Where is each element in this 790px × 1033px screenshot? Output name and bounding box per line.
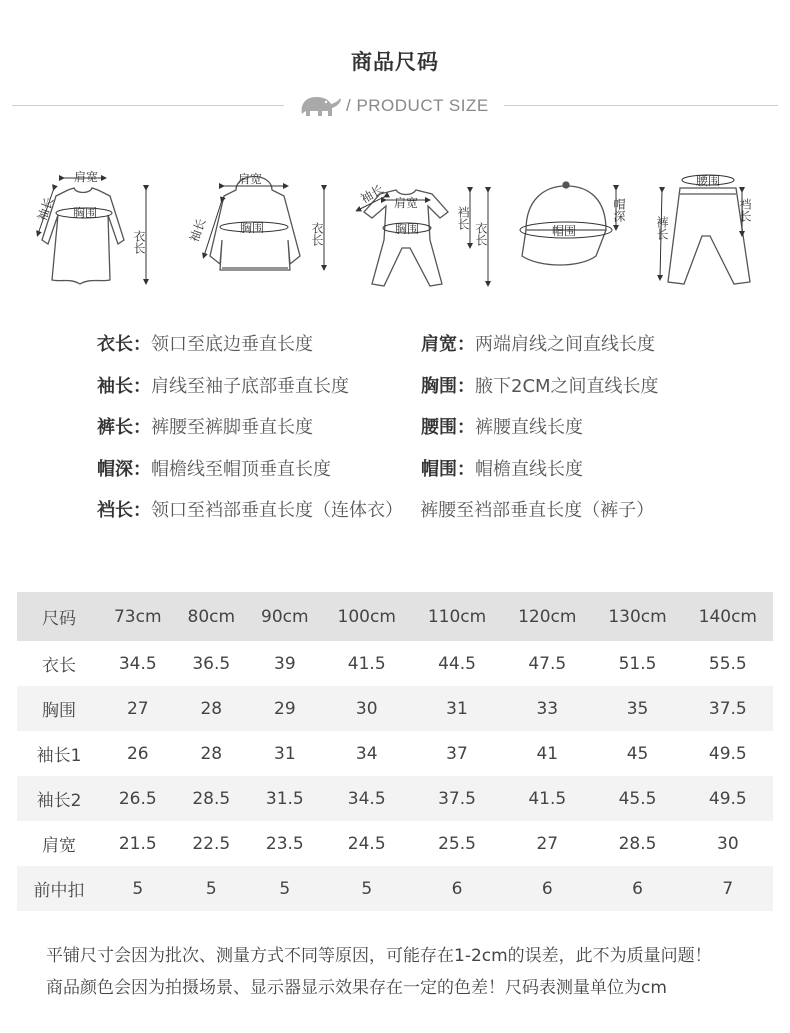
definition-term: 裆长： <box>97 500 151 521</box>
table-cell: 49.5 <box>708 743 747 764</box>
table-cell: 49.5 <box>708 788 747 809</box>
romper-chest-label: 胸围 <box>395 222 420 236</box>
row-label: 前中扣 <box>33 881 85 901</box>
table-cell: 28 <box>200 743 223 764</box>
table-cell: 5 <box>279 878 291 899</box>
table-cell: 5 <box>205 878 217 899</box>
table-cell: 31.5 <box>265 788 304 809</box>
pants-crotch-label: 裆长 <box>738 198 752 222</box>
page-title: 商品尺码 <box>351 50 439 74</box>
romper-shoulder-label: 肩宽 <box>394 196 419 210</box>
note-line: 平铺尺寸会因为批次、测量方式不同等原因，可能存在1-2cm的误差，此不为质量问题！ <box>46 946 712 966</box>
definition-desc: 两端肩线之间直线长度 <box>475 334 655 355</box>
definition-term: 帽深： <box>97 458 151 480</box>
dress-chest-label: 胸围 <box>73 206 98 220</box>
definition-term: 裤长： <box>97 417 151 438</box>
row-label: 袖长2 <box>36 791 82 811</box>
table-cell: 26 <box>126 743 149 764</box>
definition-row <box>97 413 777 455</box>
table-cell: 34 <box>355 743 378 764</box>
definition-row <box>97 372 777 414</box>
dress-length-label: 衣长 <box>132 230 146 254</box>
table-cell: 26.5 <box>118 788 157 809</box>
measurement-definitions <box>97 330 777 538</box>
definition-desc: 领口至裆部垂直长度（连体衣） 裤腰至裆部垂直长度（裤子） <box>151 500 655 521</box>
table-cell: 47.5 <box>528 653 567 674</box>
definition-desc: 裤腰直线长度 <box>475 417 583 438</box>
table-cell: 37 <box>446 743 468 764</box>
definition-right <box>421 330 655 356</box>
divider-left <box>12 105 284 106</box>
elephant-logo-icon <box>296 94 342 120</box>
table-row <box>17 821 773 866</box>
definition-row <box>97 496 777 538</box>
pants-waist-label: 腰围 <box>696 174 721 188</box>
table-row <box>17 641 773 686</box>
table-row <box>17 776 773 821</box>
table-cell: 37.5 <box>708 698 747 719</box>
table-cell: 7 <box>722 878 734 899</box>
definition-desc: 肩线至袖子底部垂直长度 <box>151 375 349 397</box>
table-cell: 33 <box>536 698 559 719</box>
table-cell: 31 <box>446 698 468 719</box>
definition-left <box>97 413 313 439</box>
table-cell: 41 <box>536 743 559 764</box>
table-cell: 39 <box>274 653 296 674</box>
table-cell: 24.5 <box>347 833 386 854</box>
table-cell: 28 <box>200 698 223 719</box>
hoodie-shoulder-label: 肩宽 <box>238 172 263 186</box>
table-cell: 29 <box>274 698 296 719</box>
table-cell: 34.5 <box>347 788 386 809</box>
size-column-header: 80cm <box>187 606 236 627</box>
definition-left <box>97 330 313 356</box>
table-cell: 23.5 <box>265 833 304 854</box>
dress-shoulder-label: 肩宽 <box>74 170 99 184</box>
romper-crotch-label: 裆长 <box>456 206 470 230</box>
table-cell: 25.5 <box>438 833 476 854</box>
table-row <box>17 686 773 731</box>
definition-term: 胸围： <box>421 375 475 397</box>
size-column-header: 110cm <box>427 606 487 627</box>
size-header-row <box>17 592 773 641</box>
table-cell: 31 <box>274 743 296 764</box>
row-label: 胸围 <box>42 701 76 721</box>
hoodie-length-label: 衣长 <box>310 222 324 246</box>
definition-desc: 帽檐直线长度 <box>475 458 583 480</box>
dress-sleeve-label: 袖长 <box>34 195 57 223</box>
table-cell: 5 <box>361 878 373 899</box>
hoodie-chest-label: 胸围 <box>240 221 265 235</box>
table-cell: 55.5 <box>708 653 747 674</box>
table-cell: 30 <box>717 833 739 854</box>
hoodie-sleeve-label: 袖长 <box>187 216 209 245</box>
definition-term: 肩宽： <box>421 334 475 355</box>
size-column-header: 120cm <box>518 606 577 627</box>
table-row <box>17 731 773 776</box>
table-cell: 28.5 <box>618 833 657 854</box>
table-cell: 36.5 <box>192 653 231 674</box>
table-cell: 41.5 <box>347 653 386 674</box>
definition-left <box>97 372 349 398</box>
table-cell: 45.5 <box>618 788 657 809</box>
table-cell: 27 <box>126 698 149 719</box>
definition-crotch <box>97 496 654 522</box>
row-label: 袖长1 <box>36 746 82 766</box>
definition-desc: 裤腰至裤脚垂直长度 <box>151 417 313 438</box>
table-row <box>17 866 773 911</box>
definition-row <box>97 455 777 497</box>
row-label: 肩宽 <box>42 836 76 856</box>
table-cell: 6 <box>632 878 643 899</box>
table-cell: 6 <box>451 878 463 899</box>
romper-length-label: 衣长 <box>474 222 488 246</box>
subtitle-row <box>0 92 790 120</box>
definition-term: 衣长： <box>97 334 151 355</box>
size-column-header: 100cm <box>337 606 396 627</box>
diagram-svg <box>0 160 790 300</box>
table-cell: 44.5 <box>438 653 476 674</box>
table-cell: 35 <box>626 698 649 719</box>
table-cell: 34.5 <box>118 653 157 674</box>
measurement-diagrams <box>0 160 790 300</box>
size-column-header: 130cm <box>608 606 667 627</box>
table-cell: 27 <box>536 833 559 854</box>
table-cell: 21.5 <box>118 833 157 854</box>
size-table <box>17 592 773 911</box>
table-cell: 41.5 <box>528 788 567 809</box>
table-cell: 30 <box>355 698 378 719</box>
subtitle: / PRODUCT SIZE <box>346 96 489 115</box>
pants-length-label: 裤长 <box>655 216 669 240</box>
size-column-header: 90cm <box>261 606 309 627</box>
table-cell: 45 <box>626 743 649 764</box>
hat-depth-label: 帽深 <box>612 198 626 222</box>
table-cell: 6 <box>541 878 553 899</box>
row-label: 衣长 <box>42 656 76 676</box>
definition-desc: 帽檐线至帽顶垂直长度 <box>151 458 331 480</box>
definition-right <box>421 413 583 439</box>
romper-sleeve-label: 袖长 <box>358 181 386 207</box>
size-column-header: 140cm <box>698 606 757 627</box>
size-header-label: 尺码 <box>42 609 76 629</box>
definition-right <box>421 455 583 481</box>
definition-term: 袖长： <box>97 375 151 397</box>
definition-term: 腰围： <box>421 417 475 438</box>
definition-left <box>97 455 331 481</box>
table-cell: 37.5 <box>438 788 476 809</box>
hat-circumference-label: 帽围 <box>552 224 577 238</box>
table-cell: 51.5 <box>618 653 657 674</box>
table-cell: 22.5 <box>192 833 231 854</box>
table-cell: 28.5 <box>192 788 231 809</box>
size-column-header: 73cm <box>113 606 162 627</box>
note-line: 商品颜色会因为拍摄场景、显示器显示效果存在一定的色差！尺码表测量单位为cm <box>46 978 667 998</box>
table-cell: 5 <box>132 878 144 899</box>
definition-right <box>421 372 659 398</box>
disclaimer-notes <box>46 940 712 1004</box>
divider-right <box>504 105 778 106</box>
definition-term: 帽围： <box>421 458 475 480</box>
definition-desc: 腋下2CM之间直线长度 <box>475 375 659 397</box>
definition-row <box>97 330 777 372</box>
definition-desc: 领口至底边垂直长度 <box>151 334 313 355</box>
